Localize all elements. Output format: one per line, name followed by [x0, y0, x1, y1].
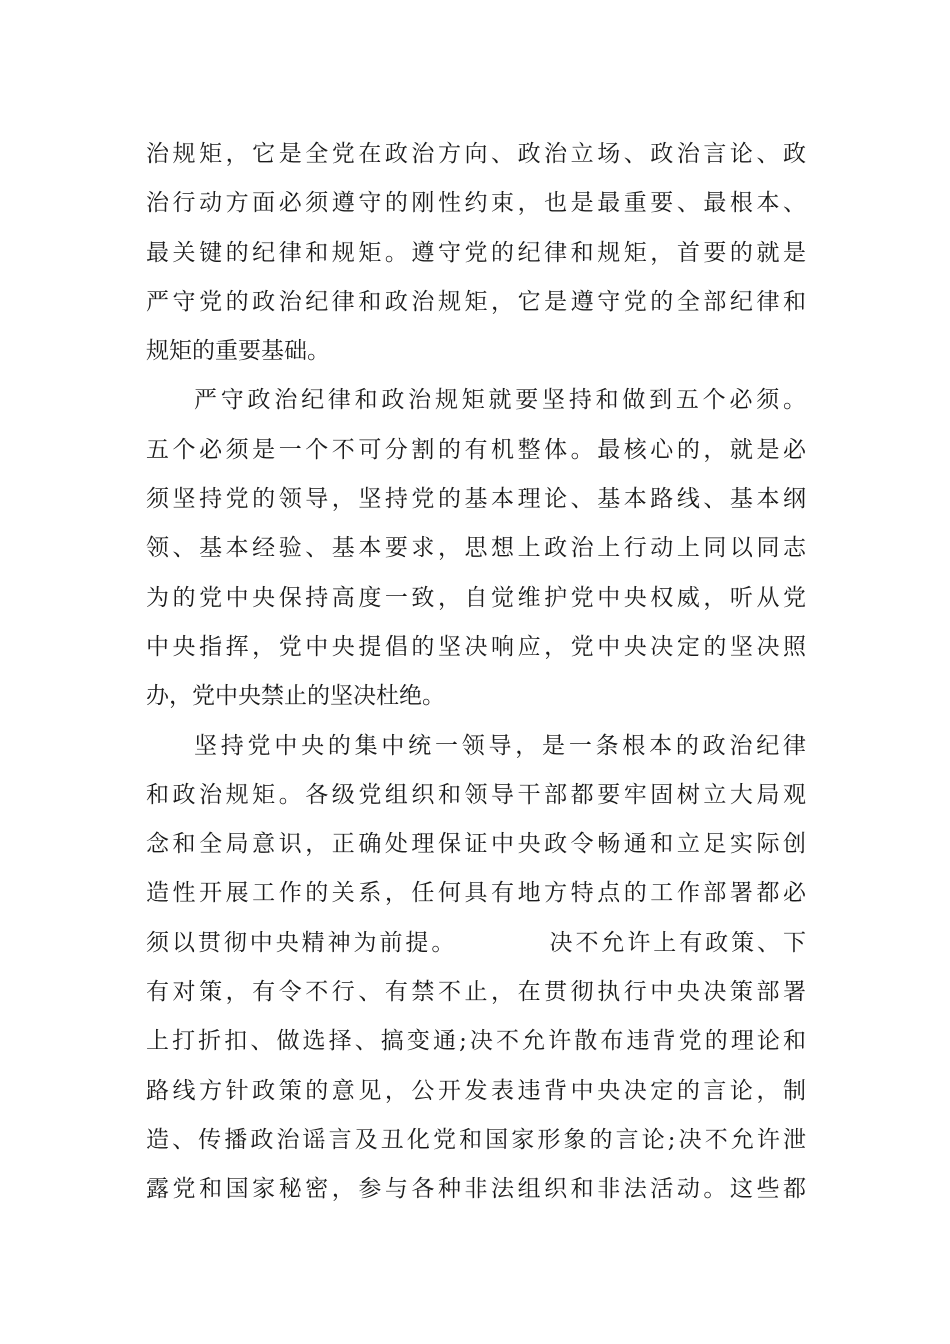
text-line: 造性开展工作的关系，任何具有地方特点的工作部署都必: [146, 880, 806, 907]
text-line: 念和全局意识，正确处理保证中央政令畅通和立足实际创: [146, 831, 806, 858]
text-line: 中央指挥，党中央提倡的坚决响应，党中央决定的坚决照: [146, 633, 806, 660]
text-line: 路线方针政策的意见，公开发表违背中央决定的言论，制: [146, 1077, 806, 1104]
text-line: 领、基本经验、基本要求，思想上政治上行动上同以同志: [146, 535, 806, 562]
text-line: 为的党中央保持高度一致，自觉维护党中央权威，听从党: [146, 584, 806, 611]
text-line: 露党和国家秘密，参与各种非法组织和非法活动。这些都: [146, 1176, 806, 1203]
text-line: 须坚持党的领导，坚持党的基本理论、基本路线、基本纲: [146, 486, 806, 513]
paragraph-3: [146, 722, 806, 1215]
paragraph-2: [146, 376, 806, 721]
text-line: 坚持党中央的集中统一领导，是一条根本的政治纪律: [194, 732, 806, 759]
text-line: 和政治规矩。各级党组织和领导干部都要牢固树立大局观: [146, 781, 806, 808]
text-line: 规矩的重要基础。: [146, 338, 330, 365]
document-body: [146, 130, 806, 1215]
text-line: 上打折扣、做选择、搞变通;决不允许散布违背党的理论和: [146, 1028, 806, 1055]
paragraph-1: [146, 130, 806, 376]
text-line: 五个必须是一个不可分割的有机整体。最核心的，就是必: [146, 436, 806, 463]
text-line: 办，党中央禁止的坚决杜绝。: [146, 683, 445, 710]
text-line: 严守党的政治纪律和政治规矩，它是遵守党的全部纪律和: [146, 288, 806, 315]
text-line: 治行动方面必须遵守的刚性约束，也是最重要、最根本、: [146, 190, 806, 217]
text-line: 最关键的纪律和规矩。遵守党的纪律和规矩，首要的就是: [146, 239, 806, 266]
text-line: 严守政治纪律和政治规矩就要坚持和做到五个必须。: [194, 387, 806, 414]
text-line: 造、传播政治谣言及丑化党和国家形象的言论;决不允许泄: [146, 1126, 806, 1153]
text-line: 有对策，有令不行、有禁不止，在贯彻执行中央决策部署: [146, 979, 806, 1006]
text-line: 须以贯彻中央精神为前提。 决不允许上有政策、下: [146, 929, 806, 956]
text-line: 治规矩，它是全党在政治方向、政治立场、政治言论、政: [146, 141, 806, 167]
